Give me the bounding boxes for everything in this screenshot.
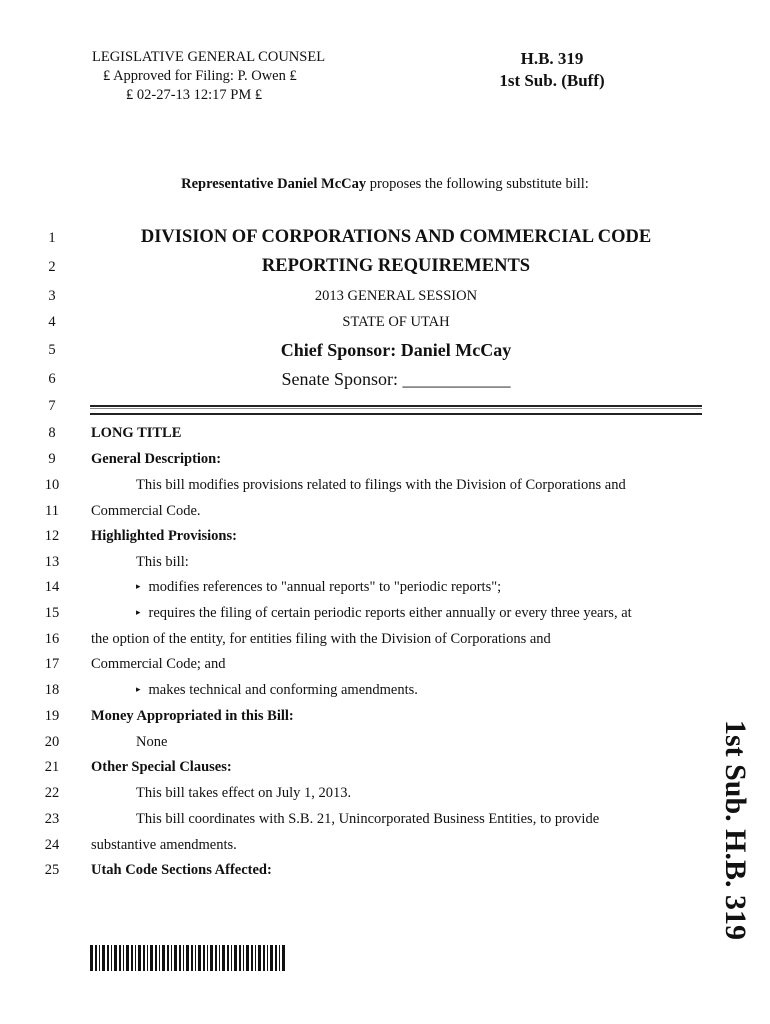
barcode-bar [191,945,193,971]
barcode-bar [90,945,93,971]
barcode-bar [131,945,133,971]
header-right [482,48,622,92]
bill-title-line2: REPORTING REQUIREMENTS [261,256,531,276]
line-number: 24 [44,837,60,853]
barcode-bar [102,945,105,971]
barcode-bar [207,945,208,971]
coordination-text-cont: substantive amendments. [91,837,237,853]
barcode-bar [135,945,136,971]
provision-text-cont: Commercial Code; and [91,656,226,672]
state-label: STATE OF UTAH [342,314,450,330]
line-number: 19 [44,708,60,724]
line-number: 5 [48,342,56,358]
barcode-bar [162,945,165,971]
bullet-icon: ▸ [136,581,141,591]
line-number: 17 [44,656,60,672]
barcode-bar [275,945,277,971]
barcode-bar [246,945,249,971]
provision-text: makes technical and conforming amendments. [148,682,418,698]
bill-title-line1: DIVISION OF CORPORATIONS AND COMMERCIAL CODE [140,227,652,247]
barcode-bar [267,945,268,971]
barcode-bar [155,945,157,971]
barcode-bar [222,945,225,971]
line-number: 14 [44,579,60,595]
line-number: 6 [48,371,56,387]
side-bill-label [715,720,755,940]
barcode-bar [255,945,256,971]
line-number: 7 [48,398,56,414]
line-number: 4 [48,314,56,330]
provision-item [136,605,632,622]
barcode-bar [219,945,220,971]
barcode-bar [231,945,232,971]
proposes-line [0,176,770,193]
line-number: 9 [48,451,56,467]
line-number: 13 [44,554,60,570]
barcode-bar [150,945,153,971]
barcode-bar [183,945,184,971]
barcode-bar [126,945,129,971]
barcode [90,945,286,971]
barcode-bar [210,945,213,971]
special-clauses-heading: Other Special Clauses: [91,759,232,775]
senate-sponsor: Senate Sponsor: ____________ [281,369,511,389]
line-number: 10 [44,477,60,493]
double-rule-divider [90,405,702,415]
barcode-bar [123,945,124,971]
chief-sponsor: Chief Sponsor: Daniel McCay [280,340,512,360]
barcode-bar [174,945,177,971]
money-appropriated-heading: Money Appropriated in this Bill: [91,708,294,724]
this-bill-label: This bill: [136,554,189,570]
barcode-bar [239,945,241,971]
approval-line: ₤ Approved for Filing: P. Owen ₤ [103,68,297,84]
barcode-bar [258,945,261,971]
barcode-bar [114,945,117,971]
line-number: 23 [44,811,60,827]
barcode-bar [234,945,237,971]
barcode-bar [159,945,160,971]
barcode-bar [195,945,196,971]
line-number: 22 [44,785,60,801]
line-number: 8 [48,425,56,441]
session-label: 2013 GENERAL SESSION [314,288,478,304]
barcode-bar [243,945,244,971]
provision-text: modifies references to "annual reports" to "periodic reports"; [148,579,502,595]
barcode-bar [282,945,285,971]
bullet-icon: ▸ [136,607,141,617]
barcode-bar [95,945,97,971]
barcode-bar [107,945,109,971]
effective-date-text: This bill takes effect on July 1, 2013. [136,785,352,801]
barcode-bar [279,945,280,971]
bullet-icon: ▸ [136,684,141,694]
barcode-bar [171,945,172,971]
line-number: 16 [44,631,60,647]
barcode-bar [138,945,141,971]
description-text-cont: Commercial Code. [91,503,201,519]
coordination-text: This bill coordinates with S.B. 21, Unincorporated Business Entities, to provide [136,811,600,827]
provision-item [136,682,418,699]
line-number: 21 [44,759,60,775]
approval-date: ₤ 02-27-13 12:17 PM ₤ [126,87,263,103]
substitute-label: 1st Sub. (Buff) [499,71,605,90]
provision-text-cont: the option of the entity, for entities filing with the Division of Corporations and [91,631,551,647]
bill-number: H.B. 319 [520,49,584,68]
barcode-bar [203,945,205,971]
barcode-bar [186,945,189,971]
line-number: 11 [45,503,59,519]
provision-text: requires the filing of certain periodic reports either annually or every three years, at [148,605,632,621]
barcode-bar [143,945,145,971]
line-number: 25 [44,862,60,878]
line-number: 12 [44,528,60,544]
side-bill-label-text: 1st Sub. H.B. 319 [719,719,752,941]
barcode-bar [270,945,273,971]
description-text: This bill modifies provisions related to filings with the Division of Corporations and [136,477,626,493]
line-number: 3 [48,288,56,304]
long-title-heading: LONG TITLE [91,425,182,441]
barcode-bar [119,945,121,971]
barcode-bar [99,945,100,971]
proposes-text: proposes the following substitute bill: [366,176,589,192]
highlighted-provisions-heading: Highlighted Provisions: [91,528,237,544]
provision-item [136,579,501,596]
barcode-bar [198,945,201,971]
proposer-name: Representative Daniel McCay [181,176,367,192]
header-left [92,48,325,105]
barcode-bar [111,945,112,971]
line-number: 1 [48,230,56,246]
barcode-bar [227,945,229,971]
line-number: 15 [44,605,60,621]
barcode-bar [215,945,217,971]
barcode-bar [147,945,148,971]
line-number: 2 [48,259,56,275]
code-sections-heading: Utah Code Sections Affected: [91,862,272,878]
money-appropriated-value: None [136,734,168,750]
counsel-label: LEGISLATIVE GENERAL COUNSEL [92,49,326,65]
barcode-bar [179,945,181,971]
barcode-bar [251,945,253,971]
general-description-heading: General Description: [91,451,222,467]
line-number: 18 [44,682,60,698]
barcode-bar [263,945,265,971]
barcode-bar [167,945,169,971]
line-number: 20 [44,734,60,750]
